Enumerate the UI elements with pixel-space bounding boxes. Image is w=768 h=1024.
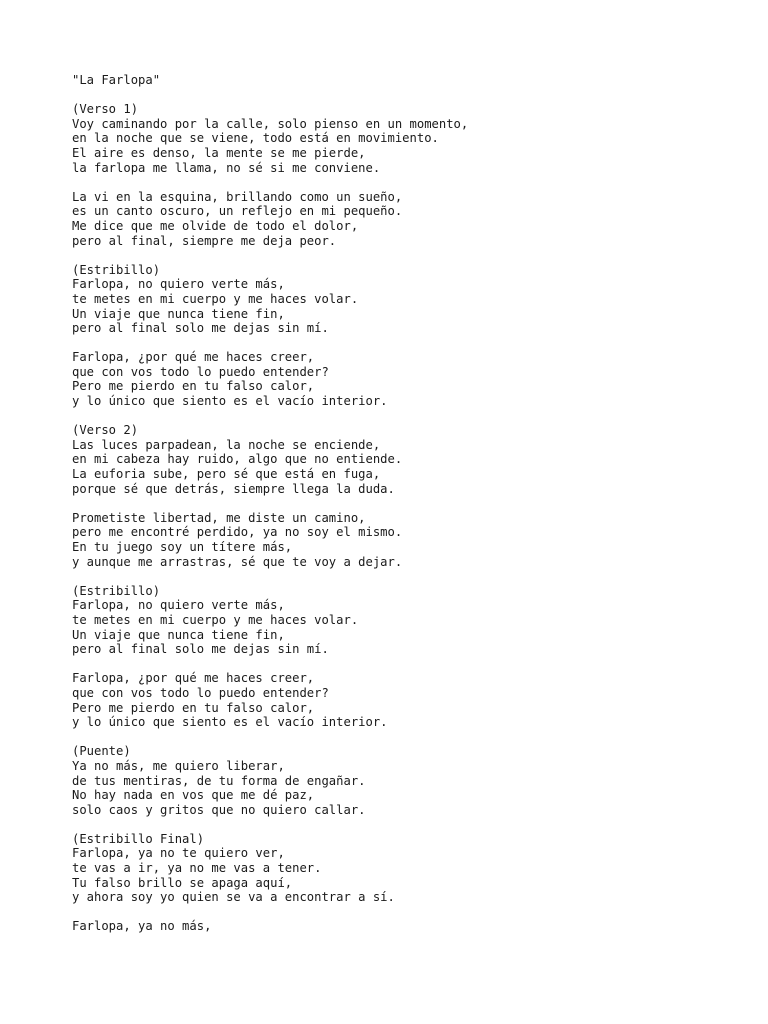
lyric-line: pero al final solo me dejas sin mí. bbox=[72, 642, 329, 657]
lyric-line: Farlopa, ya no te quiero ver, bbox=[72, 846, 285, 861]
lyric-line: y ahora soy yo quien se va a encontrar a sí. bbox=[72, 890, 395, 905]
lyric-line: Farlopa, no quiero verte más, bbox=[72, 277, 285, 292]
lyric-line: en la noche que se viene, todo está en movimiento. bbox=[72, 131, 439, 146]
stanza bbox=[72, 511, 752, 569]
lyric-line: Voy caminando por la calle, solo pienso en un momento, bbox=[72, 116, 469, 131]
stanza bbox=[72, 919, 752, 934]
lyric-line: Farlopa, no quiero verte más, bbox=[72, 598, 285, 613]
stanza bbox=[72, 832, 752, 905]
section-heading: (Estribillo Final) bbox=[72, 831, 205, 846]
lyric-line: pero al final solo me dejas sin mí. bbox=[72, 321, 329, 336]
lyric-line: Farlopa, ¿por qué me haces creer, bbox=[72, 350, 315, 365]
lyric-line: Farlopa, ya no más, bbox=[72, 919, 212, 934]
lyric-line: es un canto oscuro, un reflejo en mi pequeño. bbox=[72, 204, 403, 219]
section-heading: (Verso 2) bbox=[72, 423, 139, 438]
lyric-line: de tus mentiras, de tu forma de engañar. bbox=[72, 773, 366, 788]
lyric-line: te vas a ir, ya no me vas a tener. bbox=[72, 861, 322, 876]
lyric-line: Un viaje que nunca tiene fin, bbox=[72, 627, 285, 642]
lyric-line: Farlopa, ¿por qué me haces creer, bbox=[72, 671, 315, 686]
lyric-line: la farlopa me llama, no sé si me conviene. bbox=[72, 160, 381, 175]
lyric-line: No hay nada en vos que me dé paz, bbox=[72, 788, 315, 803]
lyric-line: Las luces parpadean, la noche se enciende, bbox=[72, 437, 381, 452]
lyric-line: Un viaje que nunca tiene fin, bbox=[72, 306, 285, 321]
stanza bbox=[72, 423, 752, 496]
lyric-line: El aire es denso, la mente se me pierde, bbox=[72, 145, 366, 160]
lyric-line: La vi en la esquina, brillando como un sueño, bbox=[72, 189, 403, 204]
section-heading: (Verso 1) bbox=[72, 102, 139, 117]
lyric-line: Prometiste libertad, me diste un camino, bbox=[72, 510, 366, 525]
lyric-line: En tu juego soy un títere más, bbox=[72, 540, 293, 554]
song-title: "La Farlopa" bbox=[72, 73, 161, 87]
stanza bbox=[72, 671, 752, 729]
lyric-line: Pero me pierdo en tu falso calor, bbox=[72, 379, 315, 394]
lyric-line: Pero me pierdo en tu falso calor, bbox=[72, 700, 315, 715]
lyric-line: y lo único que siento es el vacío interior. bbox=[72, 394, 388, 409]
lyric-line: La euforia sube, pero sé que está en fuga, bbox=[72, 467, 381, 482]
section-heading: (Estribillo) bbox=[72, 583, 161, 598]
stanza bbox=[72, 102, 752, 175]
lyric-line: solo caos y gritos que no quiero callar. bbox=[72, 802, 366, 817]
lyric-line: que con vos todo lo puedo entender? bbox=[72, 685, 329, 700]
stanza bbox=[72, 350, 752, 408]
lyric-line: porque sé que detrás, siempre llega la duda. bbox=[72, 481, 395, 496]
stanza bbox=[72, 263, 752, 336]
lyric-line: Tu falso brillo se apaga aquí, bbox=[72, 875, 293, 890]
lyric-line: pero al final, siempre me deja peor. bbox=[72, 233, 337, 248]
document-page bbox=[72, 73, 752, 949]
lyrics-body bbox=[72, 102, 752, 934]
stanza bbox=[72, 744, 752, 817]
stanza bbox=[72, 190, 752, 248]
lyric-line: te metes en mi cuerpo y me haces volar. bbox=[72, 291, 359, 306]
stanza bbox=[72, 584, 752, 657]
lyric-line: Me dice que me olvide de todo el dolor, bbox=[72, 218, 359, 233]
lyric-line: en mi cabeza hay ruido, algo que no entiende. bbox=[72, 452, 403, 467]
section-heading: (Estribillo) bbox=[72, 262, 161, 277]
lyric-line: que con vos todo lo puedo entender? bbox=[72, 364, 329, 379]
section-heading: (Puente) bbox=[72, 744, 131, 759]
lyric-line: pero me encontré perdido, ya no soy el mismo. bbox=[72, 525, 403, 540]
lyric-line: Ya no más, me quiero liberar, bbox=[72, 758, 285, 773]
lyric-line: y lo único que siento es el vacío interior. bbox=[72, 715, 388, 730]
lyric-line: te metes en mi cuerpo y me haces volar. bbox=[72, 612, 359, 627]
lyric-line: y aunque me arrastras, sé que te voy a dejar. bbox=[72, 554, 403, 569]
